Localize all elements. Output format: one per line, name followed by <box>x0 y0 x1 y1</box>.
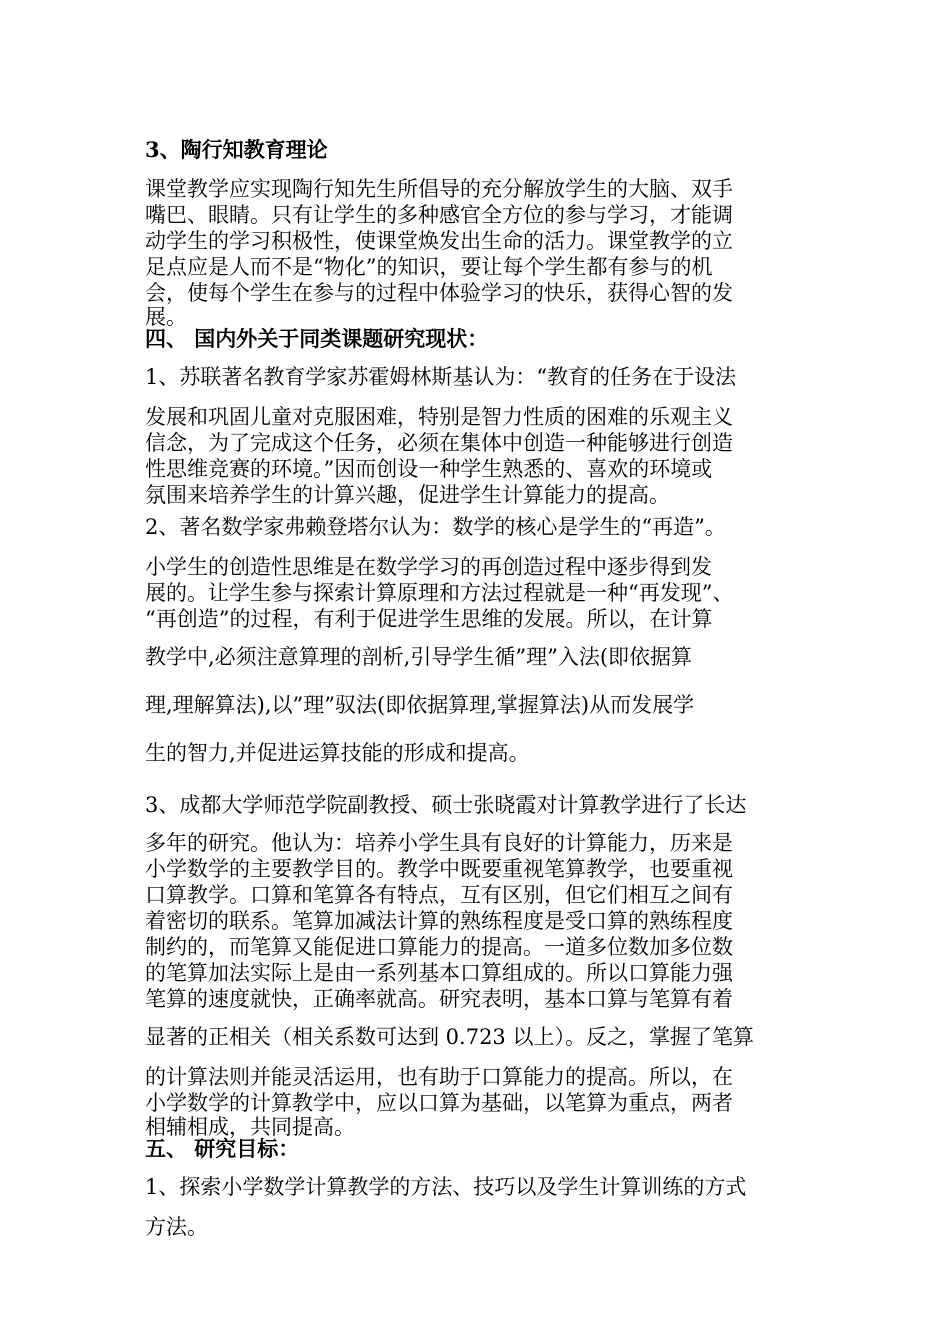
paragraph-line: 展。 <box>145 305 187 329</box>
paragraph-line: 性思维竞赛的环境。”因而创设一种学生熟悉的、喜欢的环境或 <box>145 457 713 481</box>
paragraph-line: 1、苏联著名教育学家苏霍姆林斯基认为：“教育的任务在于设法 <box>145 365 737 389</box>
section-heading-research-goals: 五、 研究目标： <box>145 1136 300 1161</box>
paragraph-line: 着密切的联系。笔算加减法计算的熟练程度是受口算的熟练程度 <box>145 909 733 933</box>
paragraph-line: 展的。让学生参与探索计算原理和方法过程就是一种“再发现”、 <box>145 581 734 605</box>
paragraph-line: 理,理解算法),以”理”驭法(即依据算理,掌握算法)从而发展学 <box>145 693 695 717</box>
paragraph-line: 生的智力,并促进运算技能的形成和提高。 <box>145 741 530 765</box>
paragraph-line: 小学数学的主要教学目的。教学中既要重视笔算教学，也要重视 <box>145 857 733 881</box>
paragraph-line: 制约的，而笔算又能促进口算能力的提高。一道多位数加多位数 <box>145 935 733 959</box>
paragraph-line: 的笔算加法实际上是由一系列基本口算组成的。所以口算能力强 <box>145 961 733 985</box>
paragraph-line: 2、著名数学家弗赖登塔尔认为：数学的核心是学生的“再造”。 <box>145 515 726 539</box>
paragraph-line: 口算教学。口算和笔算各有特点，互有区别，但它们相互之间有 <box>145 883 733 907</box>
section-heading-research-status: 四、 国内外关于同类课题研究现状： <box>145 326 489 351</box>
paragraph-line: 足点应是人而不是“物化”的知识，要让每个学生都有参与的机 <box>145 255 713 279</box>
paragraph-line: 嘴巴、眼睛。只有让学生的多种感官全方位的参与学习，才能调 <box>145 203 733 227</box>
paragraph-line: 动学生的学习积极性，使课堂焕发出生命的活力。课堂教学的立 <box>145 229 733 253</box>
paragraph-line: 小学生的创造性思维是在数学学习的再创造过程中逐步得到发 <box>145 555 712 579</box>
paragraph-line: 相辅相成，共同提高。 <box>145 1115 355 1139</box>
paragraph-line: 笔算的速度就快，正确率就高。研究表明，基本口算与笔算有着 <box>145 987 733 1011</box>
paragraph-line: 会，使每个学生在参与的过程中体验学习的快乐，获得心智的发 <box>145 281 733 305</box>
paragraph-line: 发展和巩固儿童对克服困难，特别是智力性质的困难的乐观主义 <box>145 405 733 429</box>
paragraph-line: 氛围来培养学生的计算兴趣，促进学生计算能力的提高。 <box>145 483 670 507</box>
paragraph-line: “再创造”的过程，有利于促进学生思维的发展。所以，在计算 <box>145 607 713 631</box>
paragraph-line: 1、探索小学数学计算教学的方法、技巧以及学生计算训练的方式 <box>145 1175 747 1199</box>
paragraph-line: 信念，为了完成这个任务，必须在集体中创造一种能够进行创造 <box>145 431 733 455</box>
section-heading-tao-xingzhi: 3、陶行知教育理论 <box>145 137 328 162</box>
paragraph-line: 3、成都大学师范学院副教授、硕士张晓霞对计算教学进行了长达 <box>145 793 747 817</box>
paragraph-line: 的计算法则并能灵活运用，也有助于口算能力的提高。所以，在 <box>145 1065 733 1089</box>
paragraph-line: 显著的正相关（相关系数可达到 0.723 以上）。反之，掌握了笔算 <box>145 1025 754 1049</box>
paragraph-line: 教学中,必须注意算理的剖析,引导学生循”理”入法(即依据算 <box>145 645 693 669</box>
paragraph-line: 课堂教学应实现陶行知先生所倡导的充分解放学生的大脑、双手 <box>145 177 733 201</box>
paragraph-line: 小学数学的计算教学中，应以口算为基础，以笔算为重点，两者 <box>145 1091 733 1115</box>
paragraph-line: 方法。 <box>145 1215 208 1239</box>
paragraph-line: 多年的研究。他认为：培养小学生具有良好的计算能力，历来是 <box>145 831 733 855</box>
